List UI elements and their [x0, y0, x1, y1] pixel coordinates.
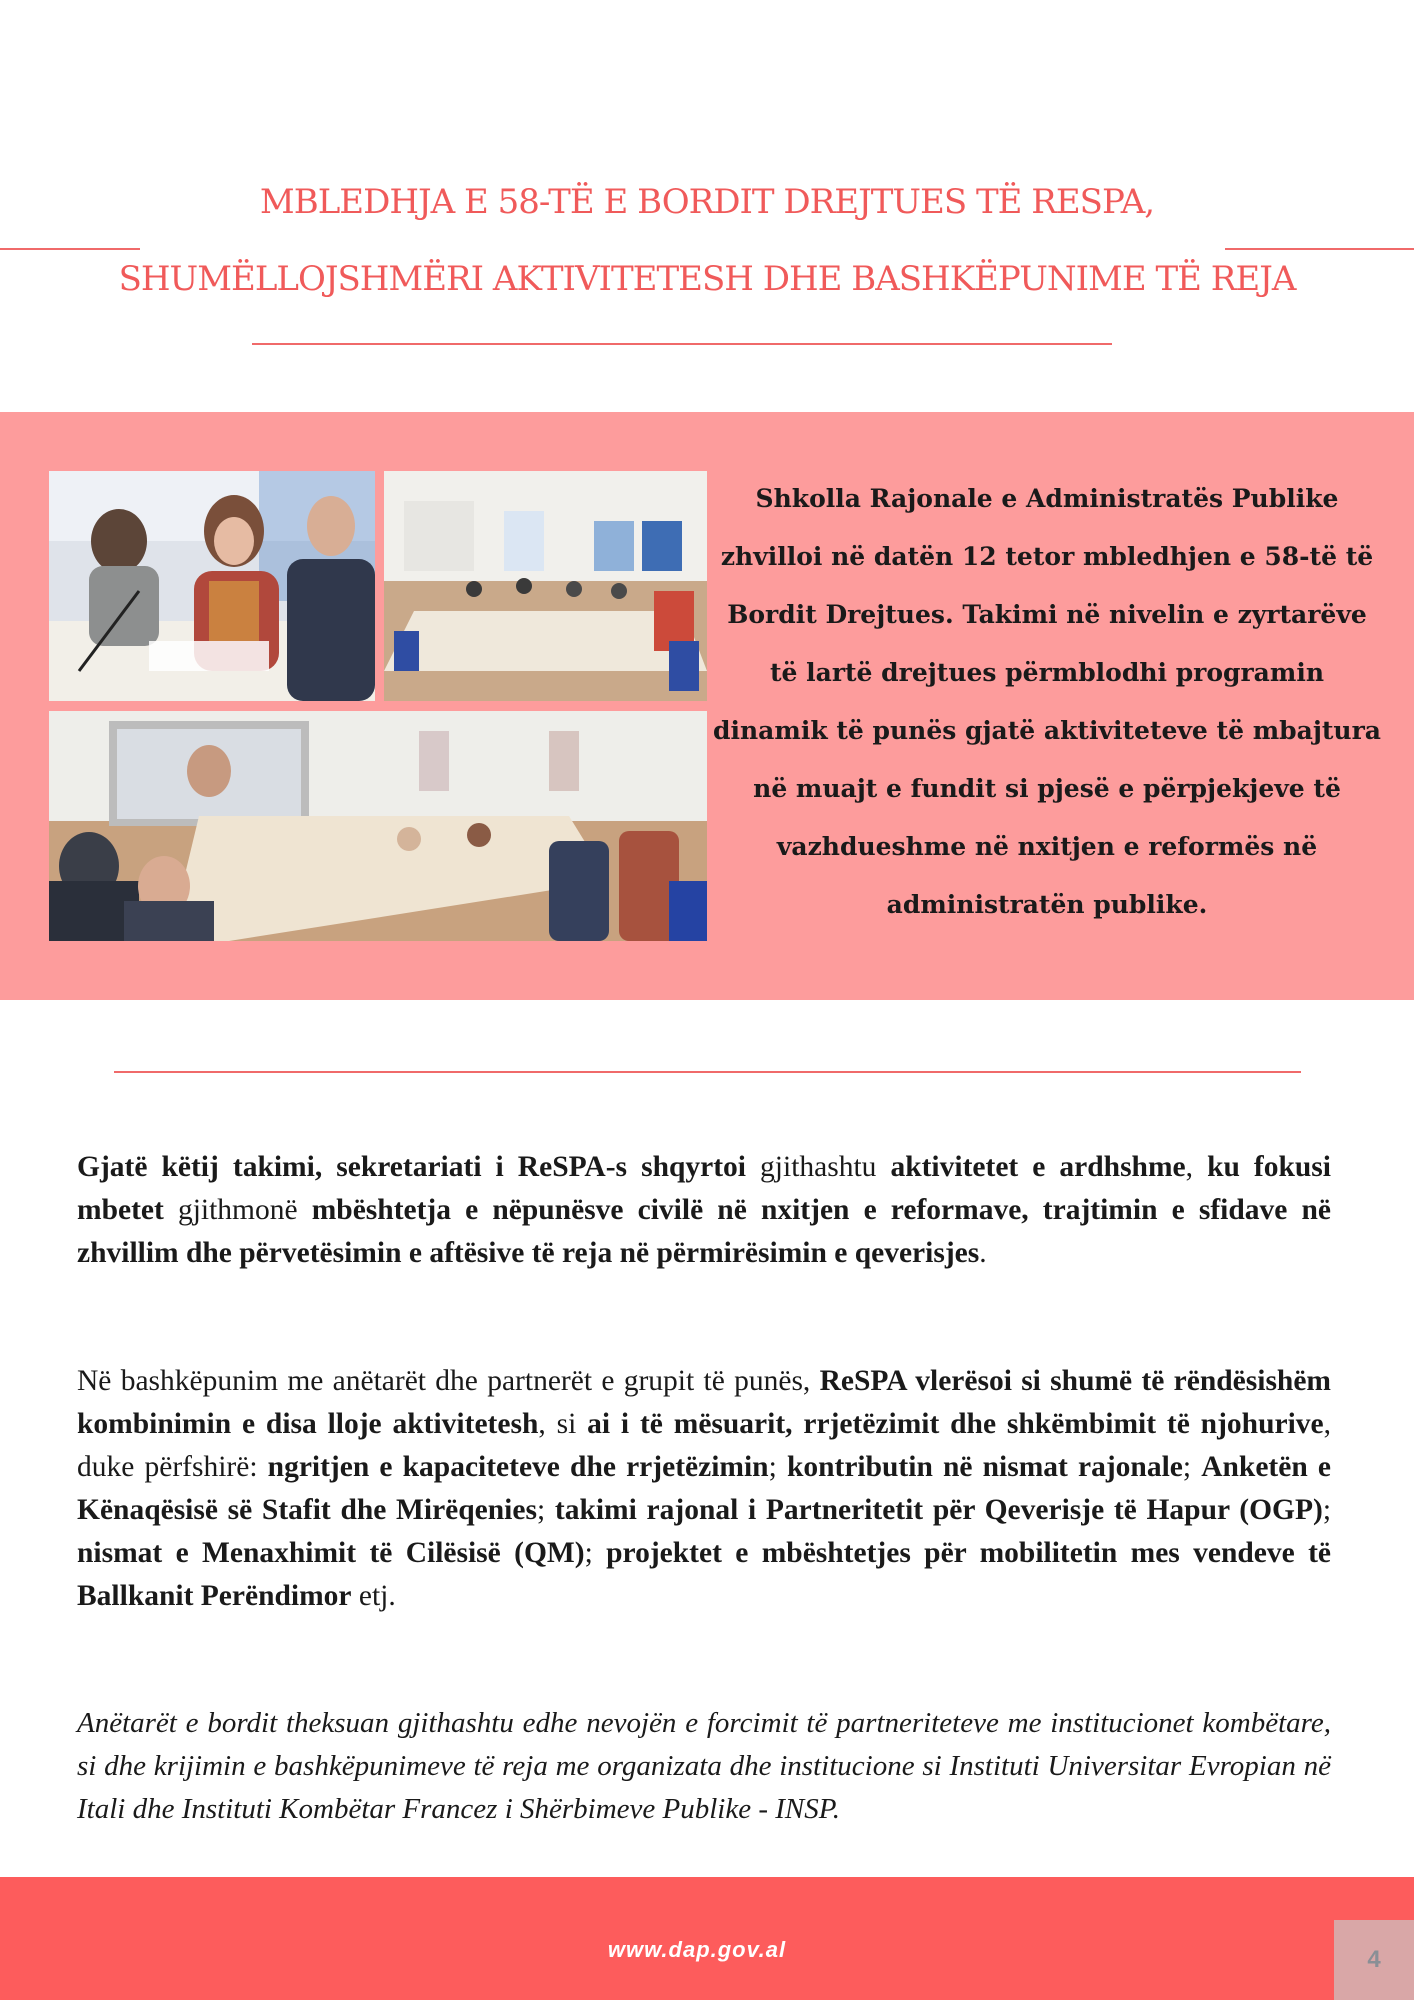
p1-text-4: . — [979, 1237, 987, 1269]
footer-website-link[interactable]: www.dap.gov.al — [607, 1937, 787, 1962]
p2-text-6: ; — [536, 1494, 555, 1526]
meeting-photo-room — [384, 471, 707, 701]
p1-strong-1: Gjatë këtij takimi, sekretariati i ReSPA-s shqyrtoi — [77, 1151, 746, 1183]
paragraph-1 — [77, 1146, 1331, 1275]
page-number-box — [1334, 1920, 1414, 2000]
p1-strong-2: aktivitetet e ardhshme — [890, 1151, 1186, 1183]
p2-strong-6: takimi rajonal i Partneritetit për Qeverisje të Hapur (OGP) — [554, 1494, 1323, 1526]
p2-strong-4: kontributin në nismat rajonale — [786, 1451, 1183, 1483]
p2-strong-2: ai i të mësuarit, rrjetëzimit dhe shkëmbimit të njohurive — [587, 1408, 1324, 1440]
p2-text-4: ; — [768, 1451, 787, 1483]
p2-text-2: , si — [538, 1408, 588, 1440]
meeting-photo-screen — [49, 711, 707, 941]
p2-text-9: etj. — [351, 1580, 396, 1612]
section-divider — [114, 1071, 1301, 1073]
p2-text-7: ; — [1322, 1494, 1332, 1526]
intro-text: Shkolla Rajonale e Administratës Publike zhvilloi në datën 12 tetor mbledhjen e 58-të të Bordit Drejtues. Takimi në nivelin e zyrtarëve të lartë drejtues përmblodhi programin dinamik të punës gjatë aktiviteteve të mbajtura në muajt e fundit si pjesë e përpjekjeve të vazhdueshme në nxitjen e reformës në administratën publike. — [713, 484, 1381, 919]
p2-text-5: ; — [1182, 1451, 1202, 1483]
title-underline — [252, 343, 1112, 345]
p2-strong-3: ngritjen e kapaciteteve dhe rrjetëzimin — [267, 1451, 769, 1483]
p1-text-3: gjithmonë — [163, 1194, 312, 1226]
p2-text-3: , duke përfshirë: — [77, 1408, 1331, 1483]
p2-text-8: ; — [584, 1537, 607, 1569]
page-title-line-2: SHUMËLLOJSHMËRI AKTIVITETESH DHE BASHKËPUNIME TË REJA — [118, 259, 1296, 299]
p1-text-2: , — [1185, 1151, 1208, 1183]
meeting-photo-closeup — [49, 471, 375, 701]
title-rule-left — [0, 248, 140, 250]
paragraph-2 — [77, 1360, 1331, 1618]
p2-strong-1: ReSPA vlerësoi si shumë të rëndësishëm kombinimin e disa lloje aktivitetesh — [77, 1365, 1331, 1440]
page-number: 4 — [1367, 1946, 1381, 1973]
p1-strong-3: ku fokusi mbetet — [77, 1151, 1331, 1226]
p1-strong-4: mbështetja e nëpunësve civilë në nxitjen e reformave, trajtimin e sfidave në zhvillim dhe përvetësimin e aftësive të reja në përmirësimin e qeverisjes — [77, 1194, 1331, 1269]
title-rule-right — [1225, 248, 1414, 250]
page-title-line-1: MBLEDHJA E 58-TË E BORDIT DREJTUES TË RESPA, — [259, 182, 1155, 222]
p2-strong-5: Anketën e Kënaqësisë së Stafit dhe Mirëqenies — [77, 1451, 1331, 1526]
p2-text-1: Në bashkëpunim me anëtarët dhe partnerët e grupit të punës, — [77, 1365, 820, 1397]
paragraph-3: Anëtarët e bordit theksuan gjithashtu edhe nevojën e forcimit të partneriteteve me institucionet kombëtare, si dhe krijimin e bashkëpunimeve të reja me organizata dhe institucione si Instituti Universitar Evropian në Itali dhe Instituti Kombëtar Francez i Shërbimeve Publike - INSP. — [77, 1707, 1331, 1825]
p2-strong-7: nismat e Menaxhimit të Cilësisë (QM) — [77, 1537, 585, 1569]
p1-text-1: gjithashtu — [746, 1151, 891, 1183]
p2-strong-8: projektet e mbështetjes për mobilitetin mes vendeve të Ballkanit Perëndimor — [77, 1537, 1331, 1612]
